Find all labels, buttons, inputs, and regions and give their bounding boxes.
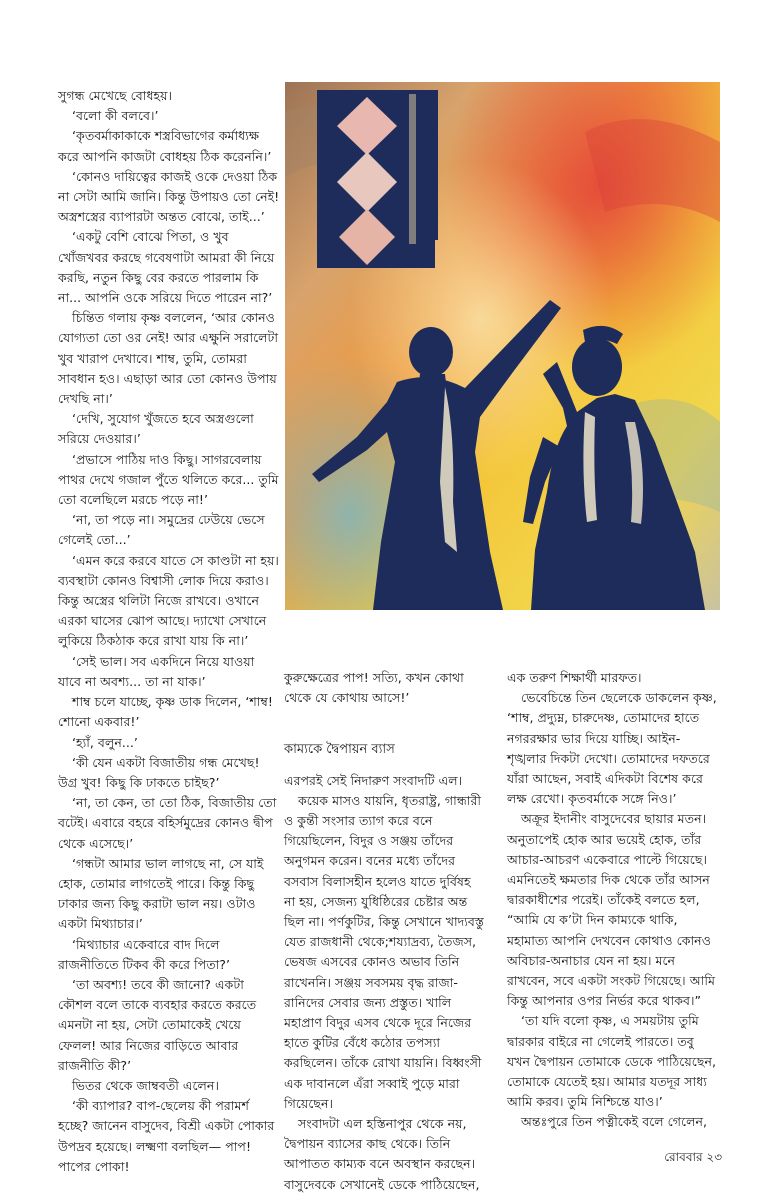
paragraph: এক তরুণ শিক্ষার্থী মারফত। xyxy=(507,670,642,685)
paragraph: শাম্ব চলে যাচ্ছে, কৃষ্ণ ডাক দিলেন, ‘শাম্ব! শোনো একবার!’ xyxy=(58,694,273,730)
page-footer: রোববার ২৩ xyxy=(664,1150,722,1164)
painted-silhouettes-image xyxy=(285,82,720,610)
paragraph: ‘কী যেন একটা বিজাতীয় গন্ধ মেখেছ! উগ্র খুব! কিছু কি ঢাকতে চাইছ?’ xyxy=(58,754,260,790)
paragraph: ‘সেই ভাল। সব একদিনে নিয়ে যাওয়া যাবে না অবশ্য... তা না যাক।’ xyxy=(58,653,255,689)
paragraph: ভেবেচিন্তে তিন ছেলেকে ডাকলেন কৃষ্ণ, ‘শাম্ব, প্রদ্যুম্ন, চারুদেষ্ণ, তোমাদের হাতে নগররক্ষার ভার দিয়ে যাচ্ছি। আইন-শৃঙ্খলার দিকটা দেখো। তোমাদের দফতরে যাঁরা আছেন, সবাই এদিকটা বিশেষ করে লক্ষ রেখো। কৃতবর্মাকে সঙ্গে নিও।’ xyxy=(507,690,717,807)
paragraph: ‘তা অবশ্য! তবে কী জানো? একটা কৌশল বলে তাকে ব্যবহার করতে করতে এমনটা না হয়, সেটা তোমাকেই খেয়ে ফেলল! আর নিজের বাড়িতে আবার রাজনীতি কী?’ xyxy=(58,976,257,1073)
paragraph: সুগন্ধ মেখেছে বোধহয়। xyxy=(58,88,173,103)
paragraph: কয়েক মাসও যায়নি, ধৃতরাষ্ট্র, গান্ধারী ও কুন্তী সংসার ত্যাগ করে বনে গিয়েছিলেন, বিদুর ও সঞ্জয় তাঁদের অনুগমন করেন। বনের মধ্যে তাঁদের বসবাস বিলাসহীন হলেও যাতে দুর্বিষহ না হয়, সেজন্য যুধিষ্ঠিরের চেষ্টার অন্ত ছিল না। পর্ণকুটির, কিন্তু সেখানে খাদ্যবস্তু যেত রাজধানী থেকে;শয্যাদ্রব্য, তৈজস, ভেষজ এসবের কোনও অভাব তিনি রাখেননি। সঞ্জয় সবসময় বৃদ্ধ রাজা-রানিদের সেবার জন্য প্রস্তুত। খালি মহাপ্রাণ বিদুর এসব থেকে দূরে নিজের হাতে কুটির বেঁধে কঠোর তপস্যা করছিলেন। তাঁকে রোখা যায়নি। বিধ্বংসী এক দাবানলে এঁরা সব্বাই পুড়ে মারা গিয়েছেন। xyxy=(284,792,484,1111)
paragraph: ‘প্রভাসে পাঠিয় দাও কিছু। সাগরবেলায় পাথর দেখে গজাল পুঁতে থলিতে করে... তুমি তো বলেছিলে মরচে পড়ে না!’ xyxy=(58,451,279,508)
column-left xyxy=(58,86,280,1177)
paragraph: ‘কোনও দায়িত্বের কাজই ওকে দেওয়া ঠিক না সেটা আমি জানি। কিন্তু উপায়ও তো নেই! অস্ত্রশস্ত্রের ব্যাপারটা অন্তত বোঝে, তাই...’ xyxy=(58,168,280,225)
paragraph: ‘মিথ্যাচার একেবারে বাদ দিলে রাজনীতিতে টিকব কী করে পিতা?’ xyxy=(58,936,230,972)
paragraph: অক্রূর ইদানীং বাসুদেবের ছায়ার মতন। অনুতাপেই হোক আর ভয়েই হোক, তাঁর আচার-আচরণ একেবারে পাল্টে গিয়েছে। এমনিতেই ক্ষমতার দিক থেকে তাঁর আসন দ্বারকাধীশের পরেই। তাঁকেই বলতে হল, “আমি যে ক’টা দিন কাম্যকে থাকি, মহামাত্য আপনি দেখবেন কোথাও কোনও অবিচার-অনাচার যেন না হয়। মনে রাখবেন, সবে একটা সংকট গিয়েছে। আমি কিন্তু আপনার ওপর নির্ভর করে থাকব।” xyxy=(507,811,715,1009)
paragraph: ভিতর থেকে জাম্ববতী এলেন। xyxy=(72,1077,219,1093)
paragraph: ‘দেখি, সুযোগ খুঁজতে হবে অস্ত্রগুলো সরিয়ে দেওয়ার।’ xyxy=(58,411,254,447)
paragraph: ‘হ্যাঁ, বলুন...’ xyxy=(72,734,138,750)
paragraph: ‘কী ব্যাপার? বাপ-ছেলেয় কী পরামর্শ হচ্ছে? জানেন বাসুদেব, বিশ্রী একটা পোকার উপদ্রব হয়েছে। লক্ষ্মণা বলছিল— পাপ! পাপের পোকা! xyxy=(58,1098,275,1174)
paragraph: কুরুক্ষেত্রের পাপ! সত্যি, কখন কোথা থেকে যে কোথায় আসে!’ xyxy=(284,670,464,706)
paragraph: এরপরই সেই নিদারুণ সংবাদটি এল। xyxy=(284,772,463,788)
paragraph: অন্তঃপুরে তিন পত্নীকেই বলে গেলেন, xyxy=(521,1114,708,1130)
paragraph: ‘গন্ধটা আমার ভাল লাগছে না, সে যাই হোক, তোমার লাগতেই পারে। কিন্তু কিছু ঢাকার জন্য কিছু করাটা ভাল নয়। ওটাও একটা মিথ্যাচার।’ xyxy=(58,855,264,932)
paragraph: ‘একটু বেশি বোঝে পিতা, ও খুব খোঁজখবর করছে গবেষণাটা আমরা কী নিয়ে করছি, নতুন কিছু বের করতে পারলাম কি না... আপনি ওকে সরিয়ে দিতে পারেন না?’ xyxy=(58,229,275,306)
paragraph: ‘এমন করে করবে যাতে সে কাণ্ডটা না হয়। ব্যবস্থাটা কোনও বিশ্বাসী লোক দিয়ে করাও। কিন্তু অস্ত্রের থলিটা নিজে রাখবে। ওখানে এরকা ঘাসের ঝোপ আছে। দ্যাখো সেখানে লুকিয়ে ঠিকঠাক করে রাখা যায় কি না।’ xyxy=(58,552,279,649)
paragraph: ‘না, তা কেন, তা তো ঠিক, বিজাতীয় তো বটেই। এবারে বহরে বহির্সমুদ্রের কোনও দ্বীপ থেকে এসেছে।’ xyxy=(58,795,277,851)
paragraph: ‘কৃতবর্মাকাকাকে শস্ত্রবিভাগের কর্মাধ্যক্ষ করে আপনি কাজটা বোধহয় ঠিক করেননি।’ xyxy=(58,128,272,164)
paragraph: ‘না, তা পড়ে না। সমুদ্রের ঢেউয়ে ভেসে গেলেই তো...’ xyxy=(58,512,265,548)
paragraph: চিন্তিত গলায় কৃষ্ণ বললেন, ‘আর কোনও যোগ্যতা তো ওর নেই! আর এক্ষুনি সরালেটা খুব খারাপ দেখাবে। শাম্ব, তুমি, তোমরা সাবধান হও। এছাড়া আর তো কোনও উপায় দেখছি না।’ xyxy=(58,310,279,407)
paragraph: ‘বলো কী বলবে।’ xyxy=(72,108,159,124)
paragraph: ‘তা যদি বলো কৃষ্ণ, এ সময়টায় তুমি দ্বারকার বাইরে না গেলেই পারতে। তবু যখন দ্বৈপায়ন তোমাকে ডেকে পাঠিয়েছেন, তোমাকে যেতেই হয়। আমার যতদূর সাধ্য আমি করব। তুমি নিশ্চিন্তে যাও।’ xyxy=(507,1013,716,1110)
paragraph: সংবাদটা এল হস্তিনাপুর থেকে নয়, দ্বৈপায়ন ব্যাসের কাছ থেকে। তিনি আপাতত কাম্যক বনে অবস্থান করছেন। বাসুদেবকে সেখানেই ডেকে পাঠিয়েছেন, xyxy=(284,1116,480,1192)
section-subhead: কাম্যকে দ্বৈপায়ন ব্যাস xyxy=(284,742,395,758)
column-middle xyxy=(284,668,484,1195)
story-illustration xyxy=(285,82,720,610)
column-right xyxy=(507,668,719,1133)
